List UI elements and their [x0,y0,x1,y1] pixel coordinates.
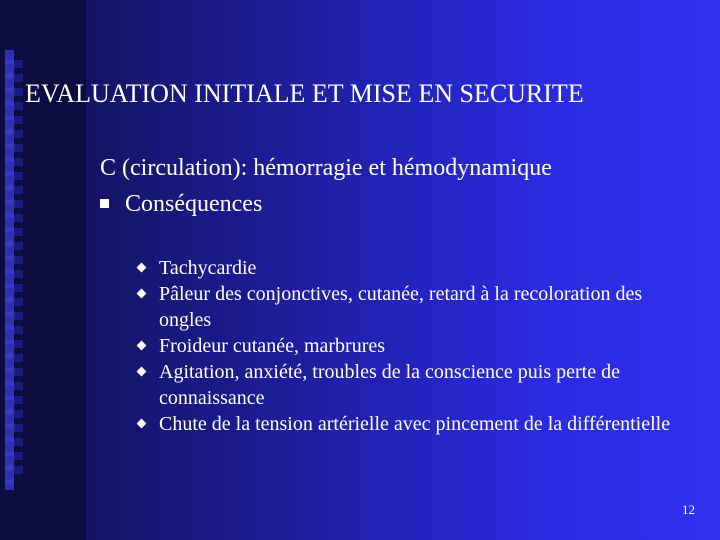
diamond-bullet-icon [137,289,147,299]
diamond-bullet-icon [137,263,147,273]
diamond-bullet-icon [137,367,147,377]
bullet-list [136,255,696,437]
list-item [136,255,696,281]
list-item [136,281,696,333]
section-heading-label: Conséquences [125,191,263,217]
list-item-text: Chute de la tension artérielle avec pincement de la différentielle [159,413,671,435]
decorative-squares-secondary [14,60,23,480]
list-item [136,333,696,359]
page-number: 12 [682,502,695,517]
diamond-bullet-icon [137,419,147,429]
list-item-text: Pâleur des conjonctives, cutanée, retard à la recoloration des ongles [159,283,643,331]
slide-title: EVALUATION INITIALE ET MISE EN SECURITE [25,79,584,108]
list-item-text: Agitation, anxiété, troubles de la conscience puis perte de connaissance [159,361,620,409]
diamond-bullet-icon [137,341,147,351]
list-item [136,411,696,437]
list-item [136,359,696,411]
list-item-text: Tachycardie [159,257,257,279]
list-item-text: Froideur cutanée, marbrures [159,335,386,357]
section-heading [100,188,262,220]
slide-subtitle: C (circulation): hémorragie et hémodynamique [100,155,552,181]
square-bullet-icon [100,199,109,208]
